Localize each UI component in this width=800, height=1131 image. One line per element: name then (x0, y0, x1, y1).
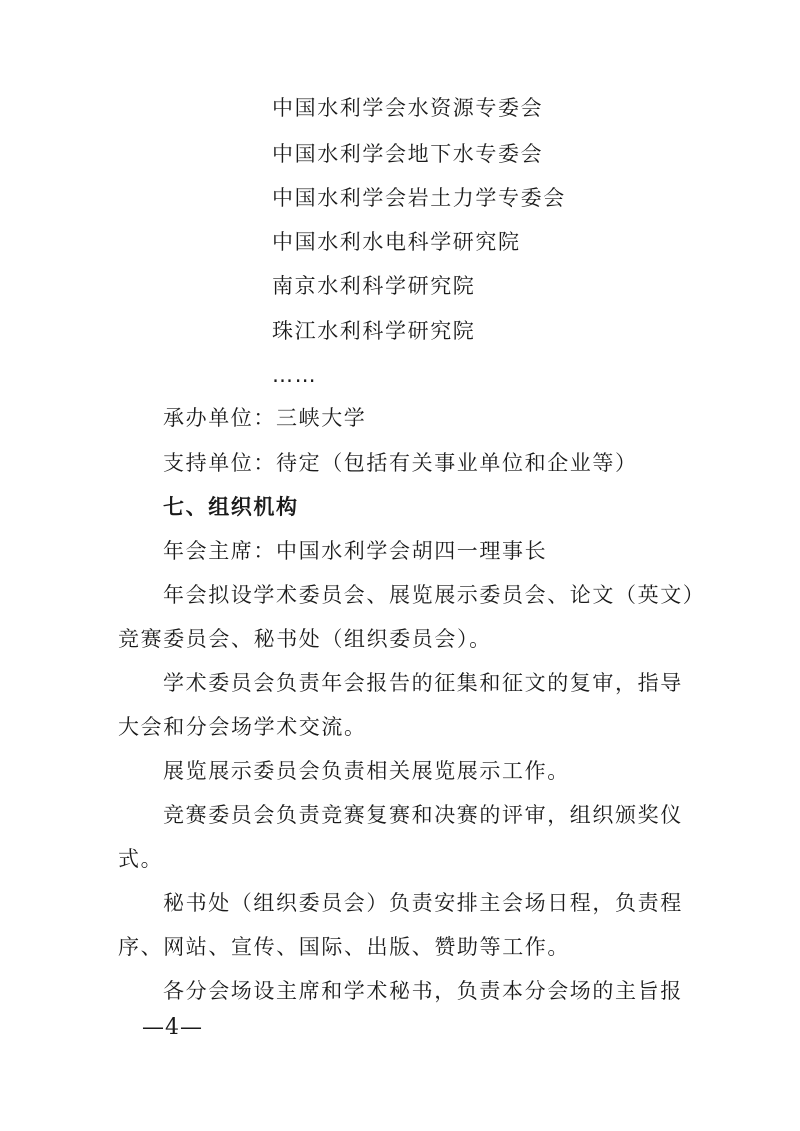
organizer-item: 中国水利学会岩土力学专委会 (272, 186, 566, 210)
organizer-item: 中国水利水电科学研究院 (272, 230, 521, 254)
academic-paragraph-line1: 学术委员会负责年会报告的征集和征文的复审，指导 (163, 671, 683, 695)
support-unit: 支持单位：待定（包括有关事业单位和企业等） (163, 451, 638, 475)
section-heading: 七、组织机构 (163, 495, 299, 519)
organizer-item: 珠江水利科学研究院 (272, 319, 476, 343)
exhibition-paragraph: 展览展示委员会负责相关展览展示工作。 (163, 759, 570, 783)
secretariat-paragraph-line1: 秘书处（组织委员会）负责安排主会场日程，负责程 (163, 891, 683, 915)
organizer-item: 南京水利科学研究院 (272, 274, 476, 298)
organizer-ellipsis: …… (272, 363, 318, 387)
organizer-item: 中国水利学会地下水专委会 (272, 142, 544, 166)
committees-paragraph-line2: 竞赛委员会、秘书处（组织委员会）。 (118, 627, 492, 651)
organizer-item: 中国水利学会水资源专委会 (272, 96, 544, 120)
contest-paragraph-line1: 竞赛委员会负责竞赛复赛和决赛的评审，组织颁奖仪 (163, 803, 683, 827)
chair-line: 年会主席：中国水利学会胡四一理事长 (163, 539, 548, 563)
page-number: —4— (142, 1015, 203, 1040)
committees-paragraph-line1: 年会拟设学术委员会、展览展示委员会、论文（英文） (163, 583, 706, 607)
secretariat-paragraph-line2: 序、网站、宣传、国际、出版、赞助等工作。 (118, 935, 570, 959)
host-unit: 承办单位：三峡大学 (163, 406, 367, 430)
academic-paragraph-line2: 大会和分会场学术交流。 (118, 715, 367, 739)
contest-paragraph-line2: 式。 (118, 847, 164, 871)
subvenue-paragraph-line1: 各分会场设主席和学术秘书，负责本分会场的主旨报 (163, 979, 683, 1003)
